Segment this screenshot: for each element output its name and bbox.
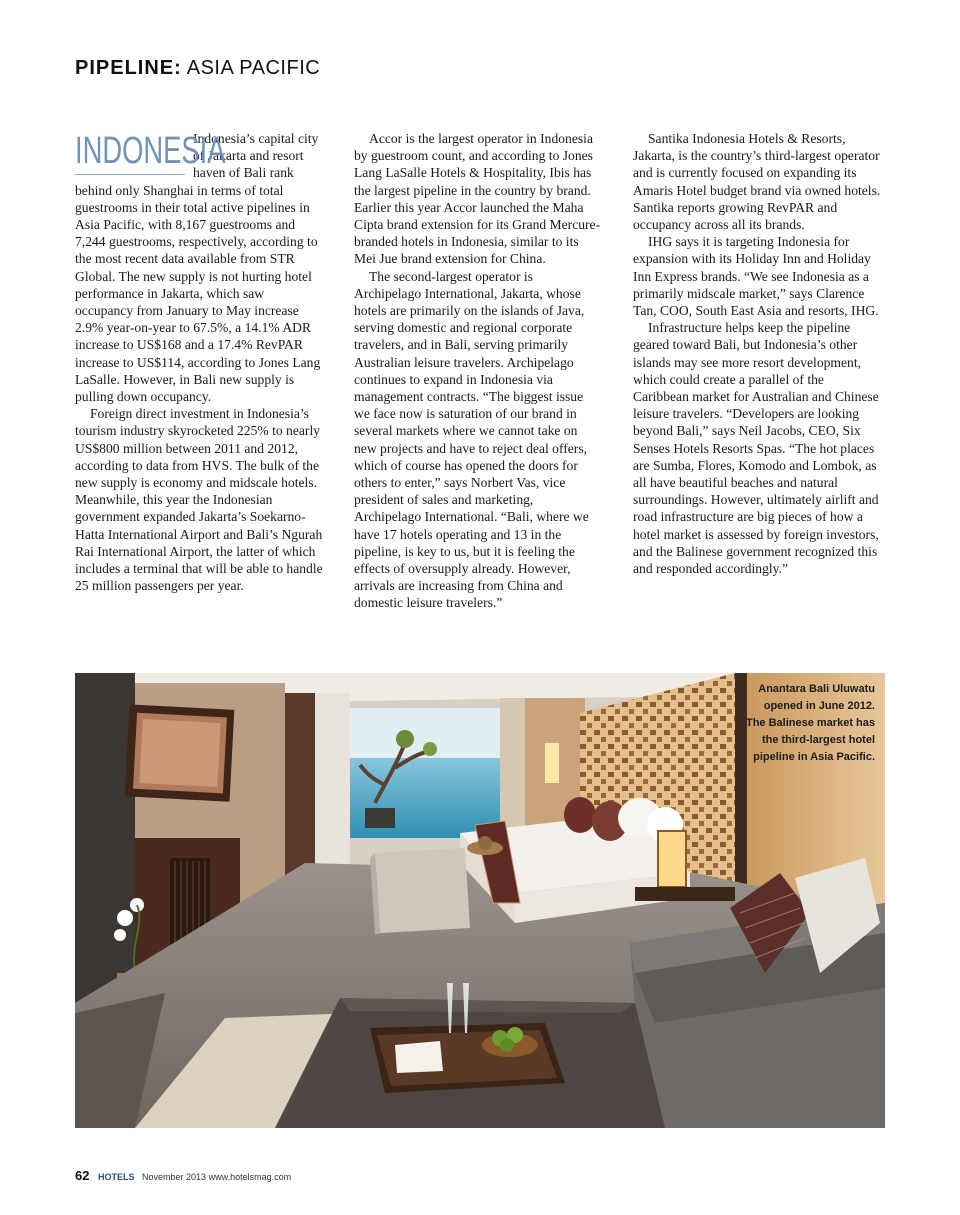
photo-caption: Anantara Bali Uluwatu opened in June 2012. The Balinese market has the third-largest hotel pipeline in Asia Pacific. xyxy=(745,683,875,763)
paragraph: Foreign direct investment in Indonesia’s tourism industry skyrocketed 225% to nearly US$800 million between 2011 and 2012, according to data from HVS. The bulk of the new supply is economy and midscale hotels. Meanwhile, this year the Indonesian government expanded Jakarta’s Soekarno-Hatta International Airport and Bali’s Ngurah Rai International Airport, the latter of which includes a terminal that will be able to handle 25 million passengers per year. xyxy=(75,406,323,594)
paragraph: Santika Indonesia Hotels & Resorts, Jakarta, is the country’s third-largest operator and is currently focused on expanding its Amaris Hotel budget brand via owned hotels. Santika reports growing RevPAR and occupancy across all its brands. xyxy=(633,131,881,233)
paragraph: IHG says it is targeting Indonesia for expansion with its Holiday Inn and Holiday Inn Express brands. “We see Indonesia as a primarily midscale market,” says Clarence Tan, COO, South East Asia and resorts, IHG. xyxy=(633,234,879,319)
dropcap-box xyxy=(75,130,226,175)
section-header-prefix: PIPELINE: xyxy=(75,57,182,79)
paragraph: The second-largest operator is Archipelago International, Jakarta, whose hotels are primarily on the islands of Java, serving domestic and regional corporate travelers, and in Bali, serving primarily Australian leisure travelers. Archipelago continues to expand in Indonesia via management contracts. “The biggest issue we face now is saturation of our brand in several markets where we cannot take on new projects and have to reject deal offers, which of course has opened the doors for others to enter,” says Norbert Vas, vice president of sales and marketing, Archipelago International. “Bali, where we have 17 hotels operating and 13 in the pipeline, is key to us, but it is feeling the effects of oversupply already. However, arrivals are increasing from China and domestic leisure travelers.” xyxy=(354,268,589,611)
website-url: www.hotelsmag.com xyxy=(208,1172,292,1182)
paragraph: Infrastructure helps keep the pipeline geared toward Bali, but Indonesia’s other islands may see more resort development, which could create a parallel of the Caribbean market for Australian and Chinese leisure travelers. “Developers are looking beyond Bali,” says Neil Jacobs, CEO, Six Senses Hotels Resorts Spas. “The hot places are Sumba, Flores, Komodo and Lombok, as all have beautiful beaches and natural surroundings. However, ultimately airlift and road infrastructure are big pieces of how a hotel market is assessed by foreign investors, and the Balinese government recognized this and responded accordingly.” xyxy=(633,320,879,577)
page-footer xyxy=(75,1168,291,1183)
article-column-2 xyxy=(354,130,602,612)
hotel-room-photo xyxy=(75,673,885,1128)
section-header-title: ASIA PACIFIC xyxy=(186,57,321,79)
page-number: 62 xyxy=(75,1168,90,1183)
section-header xyxy=(75,57,320,80)
magazine-brand: HOTELS xyxy=(97,1172,135,1182)
issue-date: November 2013 xyxy=(142,1172,207,1182)
paragraph: Accor is the largest operator in Indonesia by guestroom count, and according to Jones Lang LaSalle Hotels & Hospitality, Ibis has the largest pipeline in the country by brand. Earlier this year Accor launched the Maha Cipta brand extension for its Grand Mercure-branded hotels in Indonesia, similar to its Mei Jue brand extension for China. xyxy=(354,131,601,267)
dropcap-heading: INDONESIA xyxy=(75,130,226,172)
article-column-3 xyxy=(633,130,881,577)
article-column-1 xyxy=(75,130,323,594)
paragraph: Indonesia’s capital city of Jakarta and resort haven of Bali rank behind only Shanghai in terms of total guestrooms in their total active pipelines in Asia Pacific, with 8,167 guestrooms and 7,244 guestrooms, respectively, according to the most recent data available from STR Global. The new supply is not hurting hotel performance in Jakarta, which saw occupancy from January to May increase 2.9% year-on-year to 67.5%, a 14.1% ADR increase to US$168 and a 17.4% RevPAR increase to US$114, according to Jones Lang LaSalle. However, in Bali new supply is pulling down occupancy. xyxy=(75,131,321,405)
